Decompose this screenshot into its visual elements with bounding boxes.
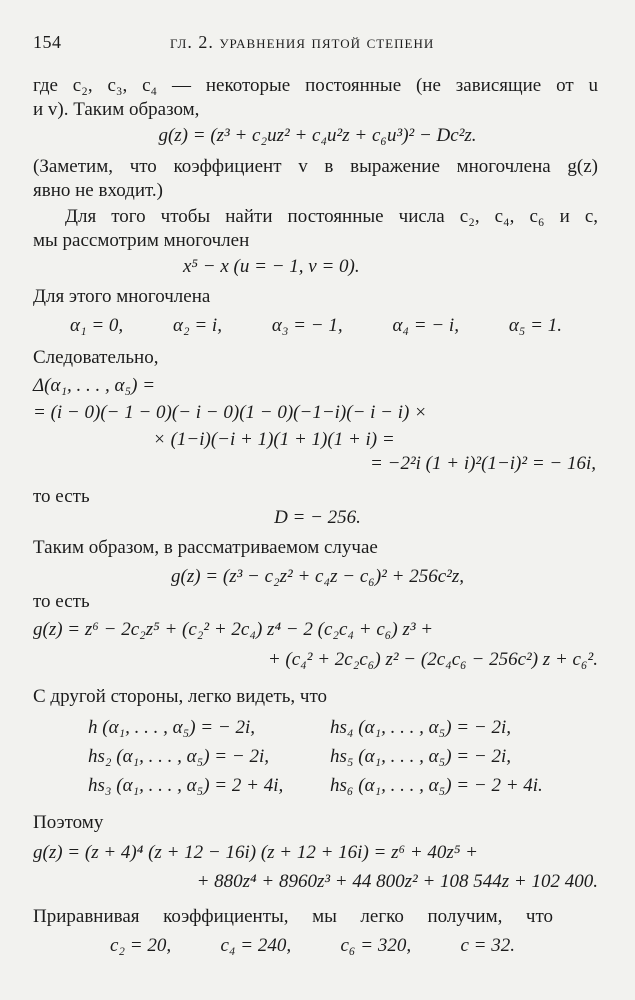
text-line-9: то есть [33,486,90,507]
alpha-2: α₂ = i, [173,315,222,336]
coef-c6: c₆ = 320, [340,935,412,956]
equation-D: D = − 256. [274,507,361,528]
text-line-7: Для этого многочлена [33,286,211,307]
h-value-2: hs₂ (α₁, . . . , α₅) = − 2i, [88,746,269,767]
text-line-14: Приравнивая коэффициенты, мы легко получим, что [33,906,553,927]
h-value-3: hs₃ (α₁, . . . , α₅) = 2 + 4i, [88,775,284,796]
text-line-8: Следовательно, [33,347,159,368]
equation-polynomial: x⁵ − x (u = − 1, v = 0). [183,256,360,277]
text-line-13: Поэтому [33,812,104,833]
coef-c4: c₄ = 240, [220,935,292,956]
equation-g-expanded-2: + (c₄² + 2c₂c₆) z² − (2c₄c₆ − 256c²) z + c₆². [267,649,598,670]
equation-g-case: g(z) = (z³ − c₂z² + c₄z − c₆)² + 256c²z, [171,566,464,587]
equation-g-numeric: + 880z⁴ + 8960z³ + 44 800z² + 108 544z + 102 400. [196,871,598,892]
alpha-5: α₅ = 1. [508,315,562,336]
coef-c: c = 32. [460,935,515,956]
text-line-10: Таким образом, в рассматриваемом случае [33,537,378,558]
equation-g-general: g(z) = (z³ + c₂uz² + c₄u²z + c₆u³)² − Dc²z. [158,125,477,146]
equation-delta-4: = −2²i (1 + i)²(1−i)² = − 16i, [370,453,596,474]
coef-c2: c₂ = 20, [110,935,172,956]
text-line-5: Для того чтобы найти постоянные числа c₂, c₄, c₆ и c, [65,206,598,227]
h-value-5: hs₅ (α₁, . . . , α₅) = − 2i, [330,746,511,767]
alpha-1: α₁ = 0, [70,315,124,336]
text-line-12: С другой стороны, легко видеть, что [33,686,328,707]
equation-g-expanded-1: g(z) = z⁶ − 2c₂z⁵ + (c₂² + 2c₄) z⁴ − 2 (c₂c₄ + c₆) z³ + [33,619,434,640]
h-value-4: hs₄ (α₁, . . . , α₅) = − 2i, [330,717,511,738]
alpha-roots [70,314,562,338]
final-coefficients [110,934,515,958]
text-line-6: мы рассмотрим многочлен [33,230,250,251]
page-number: 154 [33,32,62,52]
equation-delta-2: = (i − 0)(− 1 − 0)(− i − 0)(1 − 0)(−1−i)(− i − i) × [33,402,427,423]
h-value-1: h (α₁, . . . , α₅) = − 2i, [88,717,255,738]
equation-delta-1: Δ(α₁, . . . , α₅) = [33,375,156,396]
alpha-4: α₄ = − i, [392,315,459,336]
text-line-11: то есть [33,591,90,612]
text-line-1: где c₂, c₃, c₄ — некоторые постоянные (не зависящие от u [33,75,598,96]
text-line-2: и v). Таким образом, [33,99,200,120]
equation-delta-3: × (1−i)(−i + 1)(1 + 1)(1 + i) = [153,429,395,450]
running-title: гл. 2. уравнения пятой степени [170,32,435,52]
text-line-4: явно не входит.) [33,180,163,201]
equation-g-factored: g(z) = (z + 4)⁴ (z + 12 − 16i) (z + 12 + 16i) = z⁶ + 40z⁵ + [33,842,478,863]
text-line-3: (Заметим, что коэффициент v в выражение многочлена g(z) [33,156,598,177]
alpha-3: α₃ = − 1, [271,315,343,336]
h-value-6: hs₆ (α₁, . . . , α₅) = − 2 + 4i. [330,775,543,796]
